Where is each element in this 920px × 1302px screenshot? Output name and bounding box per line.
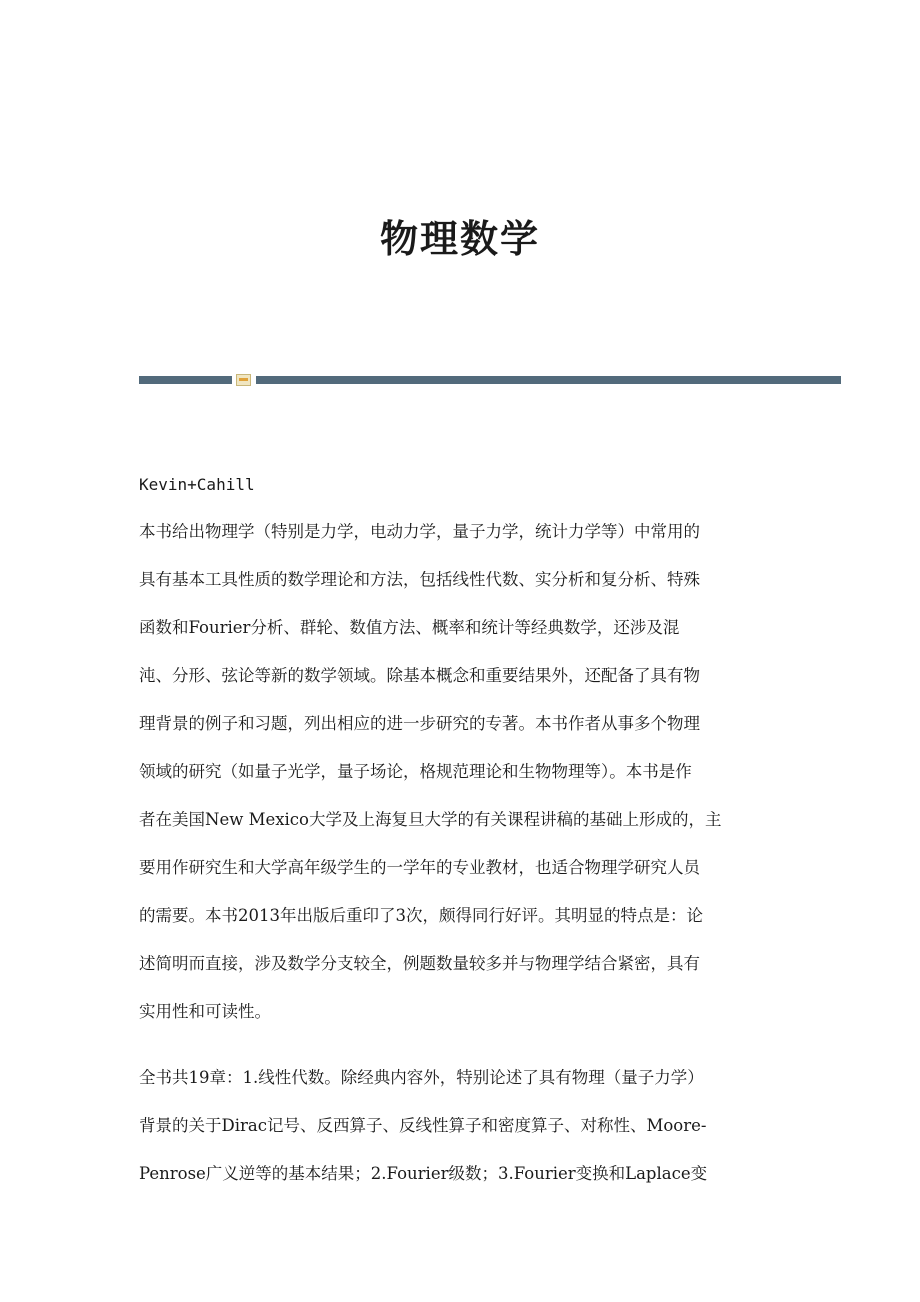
paragraph-line: 函数和Fourier分析、群轮、数值方法、概率和统计等经典数学，还涉及混	[139, 618, 680, 637]
document-body	[139, 470, 781, 1225]
divider-right-segment	[256, 376, 841, 384]
paragraph-line: 具有基本工具性质的数学理论和方法，包括线性代数、实分析和复分析、特殊	[139, 570, 700, 589]
paragraph-chapters	[139, 1063, 781, 1207]
divider-badge-icon	[236, 374, 251, 386]
paragraph-line: 领域的研究（如量子光学，量子场论，格规范理论和生物物理等）。本书是作	[139, 762, 692, 781]
page-title: 物理数学	[379, 216, 540, 261]
divider-left-segment	[139, 376, 232, 384]
paragraph-line: 本书给出物理学（特别是力学，电动力学，量子力学，统计力学等）中常用的	[139, 522, 700, 541]
paragraph-line: Penrose广义逆等的基本结果；2.Fourier级数；3.Fourier变换和Laplace变	[139, 1164, 708, 1183]
paragraph-line: 理背景的例子和习题，列出相应的进一步研究的专著。本书作者从事多个物理	[139, 714, 700, 733]
paragraph-line: 述简明而直接，涉及数学分支较全，例题数量较多并与物理学结合紧密，具有	[139, 954, 700, 973]
author-line: Kevin+Cahill	[139, 475, 255, 494]
paragraph-line: 的需要。本书2013年出版后重印了3次，颇得同行好评。其明显的特点是：论	[139, 906, 703, 925]
paragraph-line: 背景的关于Dirac记号、反西算子、反线性算子和密度算子、对称性、Moore-	[139, 1116, 707, 1135]
paragraph-line: 要用作研究生和大学高年级学生的一学年的专业教材，也适合物理学研究人员	[139, 858, 700, 877]
paragraph-line: 实用性和可读性。	[139, 1002, 271, 1021]
paragraph-line: 者在美国New Mexico大学及上海复旦大学的有关课程讲稿的基础上形成的，主	[139, 810, 722, 829]
paragraph-line: 全书共19章：1.线性代数。除经典内容外，特别论述了具有物理（量子力学）	[139, 1068, 704, 1087]
paragraph-line: 沌、分形、弦论等新的数学领域。除基本概念和重要结果外，还配备了具有物	[139, 666, 700, 685]
paragraph-intro	[139, 517, 781, 1045]
title-divider	[139, 372, 841, 386]
